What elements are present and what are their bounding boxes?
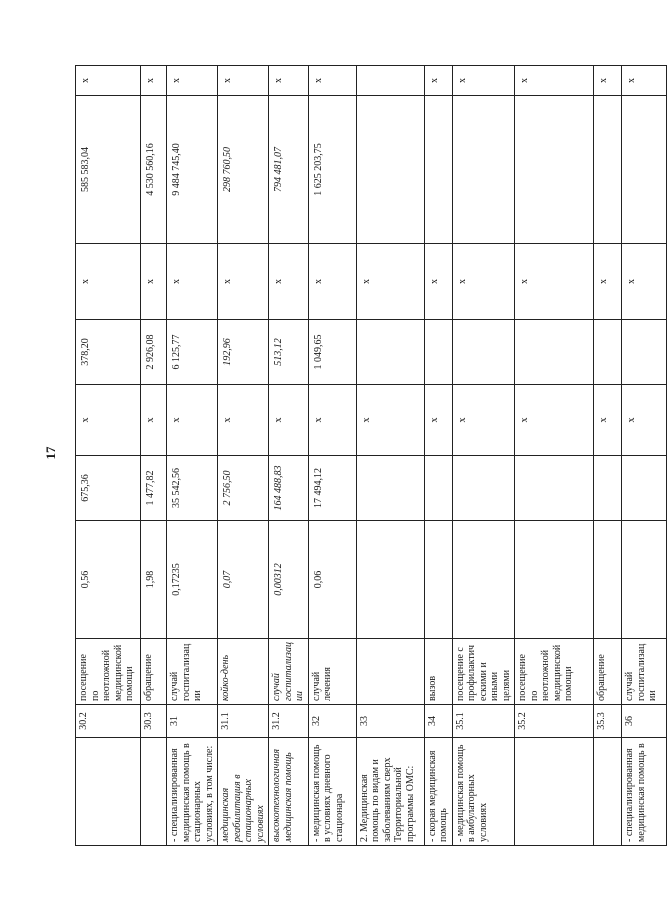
row-number: 33 bbox=[356, 705, 424, 738]
per-capita-oms: 6 125,77 bbox=[167, 320, 218, 385]
per-capita-oms: 513,12 bbox=[269, 320, 309, 385]
table-row bbox=[424, 66, 452, 846]
share-percent bbox=[356, 66, 424, 96]
share-percent: х bbox=[452, 66, 515, 96]
unit-of-measure: посещение по неотложной медицинской помощи bbox=[515, 639, 594, 705]
per-capita-budget: х bbox=[622, 385, 667, 456]
share-percent: х bbox=[622, 66, 667, 96]
per-capita-oms bbox=[594, 320, 622, 385]
total-oms: 585 583,04 bbox=[76, 96, 141, 244]
norm-cost bbox=[515, 456, 594, 521]
norm-volume: 0,00312 bbox=[269, 521, 309, 639]
unit-of-measure: случай госпитализации bbox=[622, 639, 667, 705]
page-number: 17 bbox=[43, 446, 58, 460]
per-capita-oms: 192,96 bbox=[218, 320, 269, 385]
per-capita-budget: х bbox=[76, 385, 141, 456]
row-number: 31.1 bbox=[218, 705, 269, 738]
unit-of-measure bbox=[356, 639, 424, 705]
norm-cost bbox=[622, 456, 667, 521]
per-capita-oms bbox=[622, 320, 667, 385]
share-percent: х bbox=[308, 66, 356, 96]
norm-volume bbox=[424, 521, 452, 639]
total-budget: х bbox=[141, 244, 167, 320]
share-percent: х bbox=[594, 66, 622, 96]
row-number: 32 bbox=[308, 705, 356, 738]
table-row bbox=[356, 66, 424, 846]
table-row bbox=[167, 66, 218, 846]
norm-cost: 164 488,83 bbox=[269, 456, 309, 521]
norm-cost: 17 494,12 bbox=[308, 456, 356, 521]
total-oms: 1 625 203,75 bbox=[308, 96, 356, 244]
total-budget: х bbox=[452, 244, 515, 320]
row-label bbox=[594, 738, 622, 846]
row-label: - медицинская помощь в условиях дневного стационара bbox=[308, 738, 356, 846]
table-row bbox=[218, 66, 269, 846]
per-capita-budget: х bbox=[218, 385, 269, 456]
row-number: 35.2 bbox=[515, 705, 594, 738]
row-number: 35.3 bbox=[594, 705, 622, 738]
total-budget: х bbox=[76, 244, 141, 320]
unit-of-measure: случай лечения bbox=[308, 639, 356, 705]
per-capita-budget: х bbox=[308, 385, 356, 456]
per-capita-oms bbox=[356, 320, 424, 385]
table-row bbox=[141, 66, 167, 846]
table-row bbox=[452, 66, 515, 846]
norm-volume bbox=[452, 521, 515, 639]
per-capita-budget: х bbox=[167, 385, 218, 456]
row-label bbox=[76, 738, 141, 846]
table-row bbox=[76, 66, 141, 846]
unit-of-measure: обращение bbox=[594, 639, 622, 705]
row-label: 2. Медицинская помощь по видам и заболеваниям сверх Территориальной программы ОМС: bbox=[356, 738, 424, 846]
norm-cost bbox=[356, 456, 424, 521]
total-budget: х bbox=[515, 244, 594, 320]
norm-volume bbox=[594, 521, 622, 639]
per-capita-oms: 2 926,08 bbox=[141, 320, 167, 385]
table-row bbox=[308, 66, 356, 846]
norm-cost: 675,36 bbox=[76, 456, 141, 521]
row-label: - специализированная медицинская помощь в стационарных условиях, в том числе: bbox=[167, 738, 218, 846]
financing-table bbox=[75, 65, 667, 846]
per-capita-budget: х bbox=[356, 385, 424, 456]
norm-cost: 2 756,50 bbox=[218, 456, 269, 521]
share-percent: х bbox=[424, 66, 452, 96]
unit-of-measure: посещение по неотложной медицинской помощи bbox=[76, 639, 141, 705]
norm-volume: 1,98 bbox=[141, 521, 167, 639]
per-capita-oms bbox=[452, 320, 515, 385]
total-oms: 9 484 745,40 bbox=[167, 96, 218, 244]
total-oms bbox=[622, 96, 667, 244]
total-oms bbox=[356, 96, 424, 244]
total-budget: х bbox=[622, 244, 667, 320]
table-row bbox=[269, 66, 309, 846]
norm-volume bbox=[622, 521, 667, 639]
share-percent: х bbox=[218, 66, 269, 96]
total-budget: х bbox=[424, 244, 452, 320]
norm-cost bbox=[594, 456, 622, 521]
per-capita-budget: х bbox=[594, 385, 622, 456]
rotated-table-container bbox=[75, 66, 658, 846]
norm-cost bbox=[452, 456, 515, 521]
total-oms bbox=[515, 96, 594, 244]
per-capita-budget: х bbox=[452, 385, 515, 456]
norm-volume: 0,06 bbox=[308, 521, 356, 639]
table-row bbox=[622, 66, 667, 846]
total-budget: х bbox=[218, 244, 269, 320]
row-label: - специализированная медицинская помощь в bbox=[622, 738, 667, 846]
per-capita-oms bbox=[424, 320, 452, 385]
table-body bbox=[76, 66, 667, 846]
share-percent: х bbox=[141, 66, 167, 96]
per-capita-budget: х bbox=[515, 385, 594, 456]
total-budget: х bbox=[269, 244, 309, 320]
unit-of-measure: вызов bbox=[424, 639, 452, 705]
total-budget: х bbox=[308, 244, 356, 320]
table-row bbox=[515, 66, 594, 846]
unit-of-measure: койко-день bbox=[218, 639, 269, 705]
row-label bbox=[141, 738, 167, 846]
total-oms bbox=[452, 96, 515, 244]
row-number: 34 bbox=[424, 705, 452, 738]
per-capita-budget: х bbox=[141, 385, 167, 456]
table-row bbox=[594, 66, 622, 846]
per-capita-oms bbox=[515, 320, 594, 385]
row-number: 31 bbox=[167, 705, 218, 738]
total-oms bbox=[424, 96, 452, 244]
row-label: - скорая медицинская помощь bbox=[424, 738, 452, 846]
norm-volume: 0,07 bbox=[218, 521, 269, 639]
row-label: медицинская реабилитация в стационарных условиях bbox=[218, 738, 269, 846]
total-oms bbox=[594, 96, 622, 244]
row-number: 31.2 bbox=[269, 705, 309, 738]
per-capita-budget: х bbox=[269, 385, 309, 456]
norm-volume: 0,17235 bbox=[167, 521, 218, 639]
row-label: высокотехнологичная медицинская помощь bbox=[269, 738, 309, 846]
row-number: 35.1 bbox=[452, 705, 515, 738]
total-budget: х bbox=[167, 244, 218, 320]
norm-volume: 0,56 bbox=[76, 521, 141, 639]
total-budget: х bbox=[356, 244, 424, 320]
total-oms: 794 481,07 bbox=[269, 96, 309, 244]
share-percent: х bbox=[515, 66, 594, 96]
total-oms: 4 530 560,16 bbox=[141, 96, 167, 244]
unit-of-measure: случай госпитализации bbox=[269, 639, 309, 705]
per-capita-budget: х bbox=[424, 385, 452, 456]
norm-cost: 35 542,56 bbox=[167, 456, 218, 521]
per-capita-oms: 378,20 bbox=[76, 320, 141, 385]
row-label bbox=[515, 738, 594, 846]
row-number: 30.2 bbox=[76, 705, 141, 738]
unit-of-measure: посещение с профилактическими и иными целями bbox=[452, 639, 515, 705]
share-percent: х bbox=[269, 66, 309, 96]
unit-of-measure: случай госпитализации bbox=[167, 639, 218, 705]
norm-volume bbox=[515, 521, 594, 639]
total-oms: 298 760,50 bbox=[218, 96, 269, 244]
norm-volume bbox=[356, 521, 424, 639]
total-budget: х bbox=[594, 244, 622, 320]
row-number: 30.3 bbox=[141, 705, 167, 738]
per-capita-oms: 1 049,65 bbox=[308, 320, 356, 385]
row-label: - медицинская помощь в амбулаторных условиях bbox=[452, 738, 515, 846]
share-percent: х bbox=[76, 66, 141, 96]
share-percent: х bbox=[167, 66, 218, 96]
norm-cost: 1 477,82 bbox=[141, 456, 167, 521]
unit-of-measure: обращение bbox=[141, 639, 167, 705]
norm-cost bbox=[424, 456, 452, 521]
row-number: 36 bbox=[622, 705, 667, 738]
